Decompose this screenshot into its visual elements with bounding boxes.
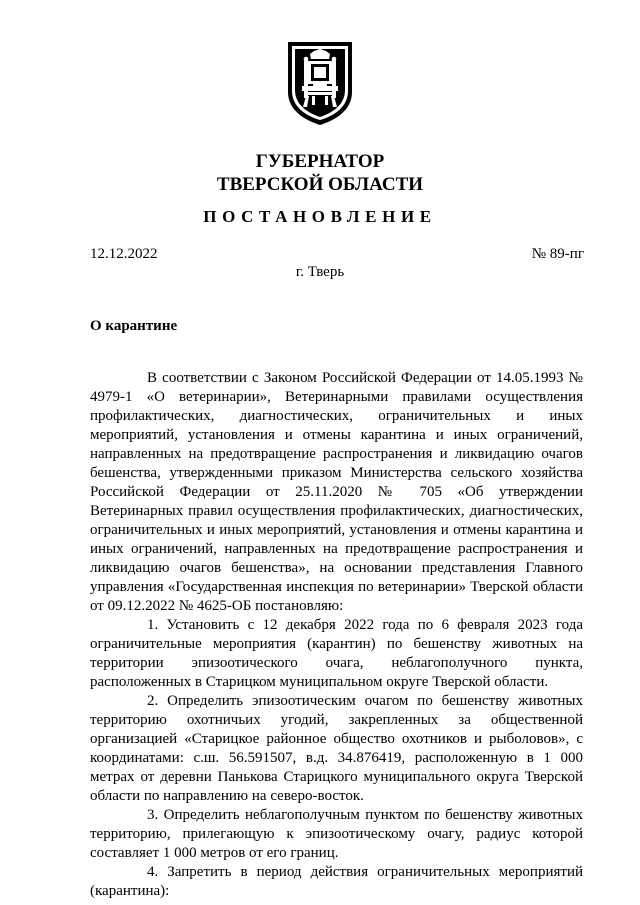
preamble-paragraph: В соответствии с Законом Российской Федерации от 14.05.1993 № 4979-1 «О ветеринарии», Ветеринарными правилами осуществления профилактических, диагностических, ограничительных и иных мероприятий, установления и отмены карантина и иных ограничений, направленных на предотвращение распространения и ликвидацию очагов бешенства, утвержденными приказом Министерства сельского хозяйства Российской Федерации от 25.11.2020 № 705 «Об утверждении Ветеринарных правил осуществления профилактических, диагностических, ограничительных и иных мероприятий, установления и отмены карантина и иных ограничений, направленных на предотвращение распространения и ликвидацию очагов бешенства», на основании представления Главного управления «Государственная инспекция по ветеринарии» Тверской области от 09.12.2022 № 4625-ОБ постановляю: [90, 370, 583, 614]
tver-region-coat-of-arms-icon [286, 40, 354, 126]
clause-1-paragraph: 1. Установить с 12 декабря 2022 года по 6 февраля 2023 года ограничительные мероприятия (карантин) по бешенству животных на территории эпизоотического очага, неблагополучного пункта, расположенных в Старицком муниципальном округе Тверской области. [90, 617, 583, 690]
document-date: 12.12.2022 [90, 246, 158, 262]
clause-3-paragraph: 3. Определить неблагополучным пунктом по бешенству животных территорию, прилегающую к эпизоотическому очагу, радиус которой составляет 1 000 метров от его границ. [90, 807, 583, 861]
clause-2-paragraph: 2. Определить эпизоотическим очагом по бешенству животных территорию охотничьих угодий, закрепленных за общественной организацией «Старицкое районное общество охотников и рыболовов», с координатами: с.ш. 56.591507, в.д. 34.876419, расположенную в 1 000 метрах от деревни Панькова Старицкого муниципального округа Тверской области по направлению на северо-восток. [90, 693, 583, 804]
clause-4-paragraph: 4. Запретить в период действия ограничительных мероприятий (карантина): [90, 864, 583, 899]
document-type: ПОСТАНОВЛЕНИЕ [203, 207, 437, 226]
document-city: г. Тверь [295, 264, 345, 280]
document-body [90, 369, 583, 901]
region-title: ТВЕРСКОЙ ОБЛАСТИ [216, 174, 424, 195]
governor-title: ГУБЕРНАТОР [255, 151, 385, 172]
document-number: № 89-пг [531, 246, 584, 262]
document-subject: О карантине [90, 318, 178, 334]
